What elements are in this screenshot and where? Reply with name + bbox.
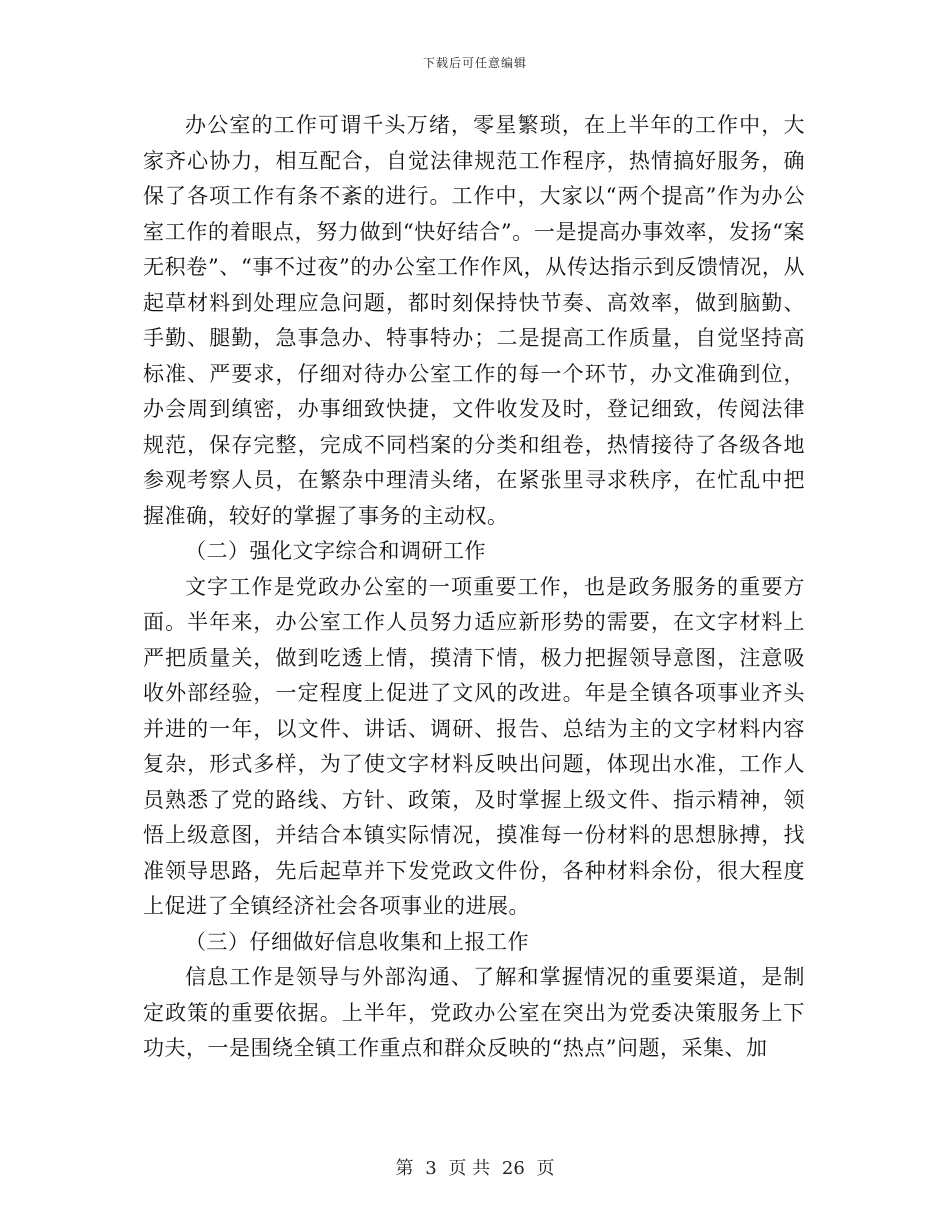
page-header-note: 下载后可任意编辑 <box>422 56 527 70</box>
footer-suffix: 页 <box>536 1158 555 1179</box>
footer-page-number: 3 <box>425 1158 437 1179</box>
document-body <box>143 108 805 1067</box>
body-paragraph-3: 信息工作是领导与外部沟通、了解和掌握情况的重要渠道，是制定政策的重要依据。上半年，党政办公室在突出为党委决策服务上下功夫，一是围绕全镇工作重点和群众反映的“热点”问题，采集、加 <box>143 965 805 1060</box>
body-paragraph-2: 文字工作是党政办公室的一项重要工作，也是政务服务的重要方面。半年来，办公室工作人员努力适应新形势的需要，在文字材料上严把质量关，做到吃透上情，摸清下情，极力把握领导意图，注意吸收外部经验，一定程度上促进了文风的改进。年是全镇各项事业齐头并进的一年，以文件、讲话、调研、报告、总结为主的文字材料内容复杂，形式多样，为了使文字材料反映出问题，体现出水准，工作人员熟悉了党的路线、方针、政策，及时掌握上级文件、指示精神，领悟上级意图，并结合本镇实际情况，摸准每一份材料的思想脉搏，找准领导思路，先后起草并下发党政文件份，各种材料余份，很大程度上促进了全镇经济社会各项事业的进展。 <box>143 574 805 918</box>
footer-middle: 页 共 <box>448 1158 491 1179</box>
section-heading-2: （二）强化文字综合和调研工作 <box>185 539 486 563</box>
footer-total-pages: 26 <box>501 1158 525 1179</box>
footer-prefix: 第 <box>395 1158 414 1179</box>
page-footer <box>0 1154 950 1180</box>
section-heading-3: （三）仔细做好信息收集和上报工作 <box>185 929 529 954</box>
body-paragraph-1: 办公室的工作可谓千头万绪，零星繁琐，在上半年的工作中，大家齐心协力，相互配合，自觉法律规范工作程序，热情搞好服务，确保了各项工作有条不紊的进行。工作中，大家以“两个提高”作为办公室工作的着眼点，努力做到“快好结合”。一是提高办事效率，发扬“案无积卷”、“事不过夜”的办公室工作作风，从传达指示到反馈情况，从起草材料到处理应急问题，都时刻保持快节奏、高效率，做到脑勤、手勤、腿勤，急事急办、特事特办；二是提高工作质量，自觉坚持高标准、严要求，仔细对待办公室工作的每一个环节，办文准确到位，办会周到缜密，办事细致快捷，文件收发及时，登记细致，传阅法律规范，保存完整，完成不同档案的分类和组卷，热情接待了各级各地参观考察人员，在繁杂中理清头绪，在紧张里寻求秩序，在忙乱中把握准确，较好的掌握了事务的主动权。 <box>143 113 805 528</box>
